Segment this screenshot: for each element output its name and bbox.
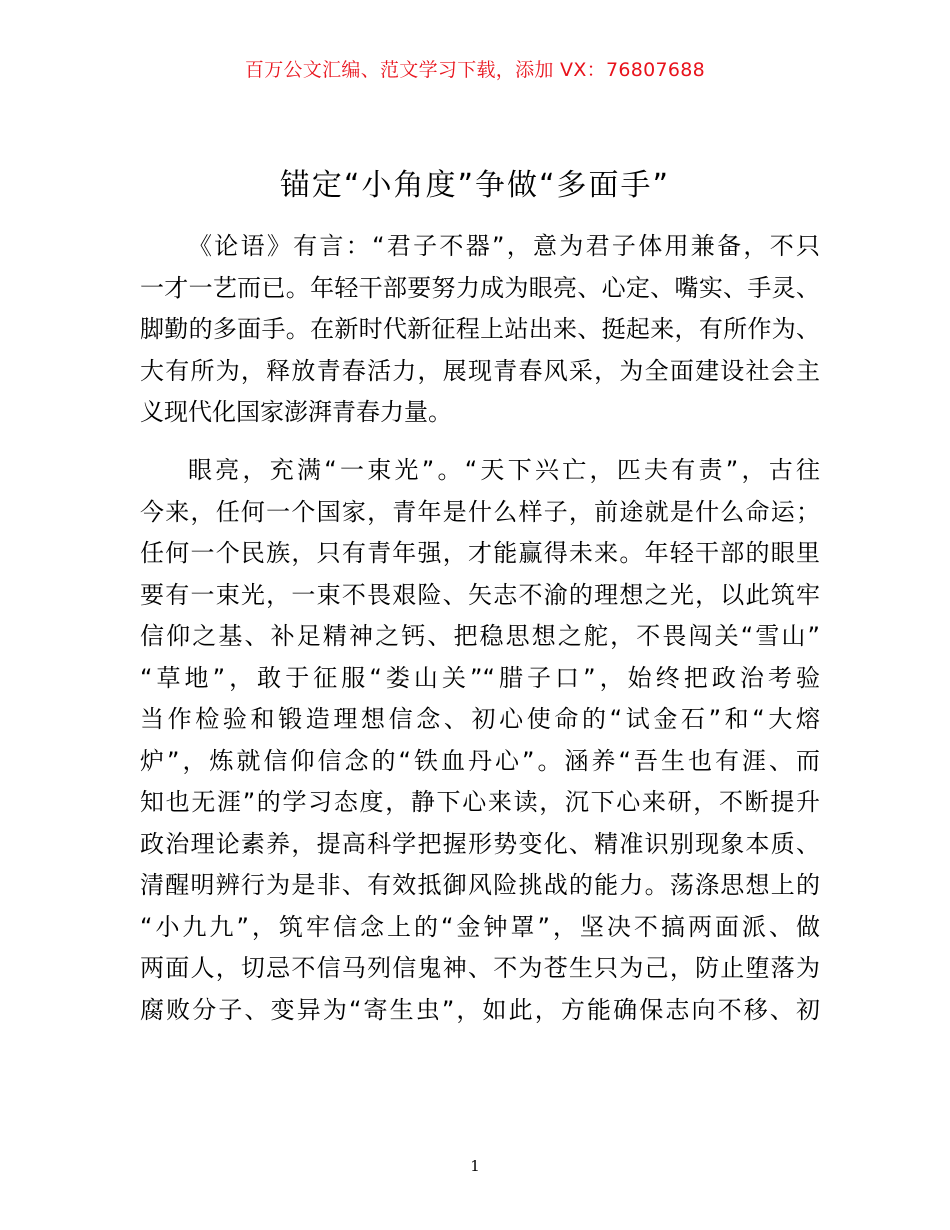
paragraph-line: 义现代化国家澎湃青春力量。 [140,398,452,426]
paragraph-line: 大有所为，释放青春活力，展现青春风采，为全面建设社会主 [140,356,820,385]
paragraph-line: 炉”，炼就信仰信念的“铁血丹心”。涵养“吾生也有涯、而 [140,746,820,775]
paragraph-line: “草地”，敢于征服“娄山关”“腊子口”，始终把政治考验 [140,663,820,692]
paragraph-line: 要有一束光，一束不畏艰险、矢志不渝的理想之光，以此筑牢 [140,580,820,609]
paragraph-line: 脚勤的多面手。在新时代新征程上站出来、挺起来，有所作为、 [140,315,820,343]
paragraph-line: “小九九”，筑牢信念上的“金钟罩”，坚决不搞两面派、做 [140,912,820,941]
paragraph-line: 《论语》有言：“君子不器”，意为君子体用兼备，不只 [188,232,820,260]
paragraph-line: 当作检验和锻造理想信念、初心使命的“试金石”和“大熔 [140,705,820,733]
paragraph-line: 今来，任何一个国家，青年是什么样子，前途就是什么命运； [140,497,820,526]
paragraph-line: 政治理论素养，提高科学把握形势变化、精准识别现象本质、 [140,829,820,858]
paragraph-line: 腐败分子、变异为“寄生虫”，如此，方能确保志向不移、初 [140,995,820,1024]
paragraph-line: 知也无涯”的学习态度，静下心来读，沉下心来研，不断提升 [140,788,820,816]
paragraph-line: 清醒明辨行为是非、有效抵御风险挑战的能力。荡涤思想上的 [140,871,820,899]
paragraph-line: 眼亮，充满“一束光”。“天下兴亡，匹夫有责”，古往 [188,456,820,484]
paragraph-line: 任何一个民族，只有青年强，才能赢得未来。年轻干部的眼里 [140,539,820,567]
paragraph-line: 两面人，切忌不信马列信鬼神、不为苍生只为己，防止堕落为 [140,954,820,982]
header-banner: 百万公文汇编、范文学习下载，添加 VX：76807688 [244,59,706,81]
paragraph-line: 信仰之基、补足精神之钙、把稳思想之舵，不畏闯关“雪山” [140,622,820,650]
document-title: 锚定“小角度”争做“多面手” [279,168,671,203]
page-number: 1 [470,1157,480,1175]
paragraph-1 [140,226,820,434]
paragraph-line: 一才一艺而已。年轻干部要努力成为眼亮、心定、嘴实、手灵、 [140,273,820,302]
paragraph-2 [140,450,820,1031]
